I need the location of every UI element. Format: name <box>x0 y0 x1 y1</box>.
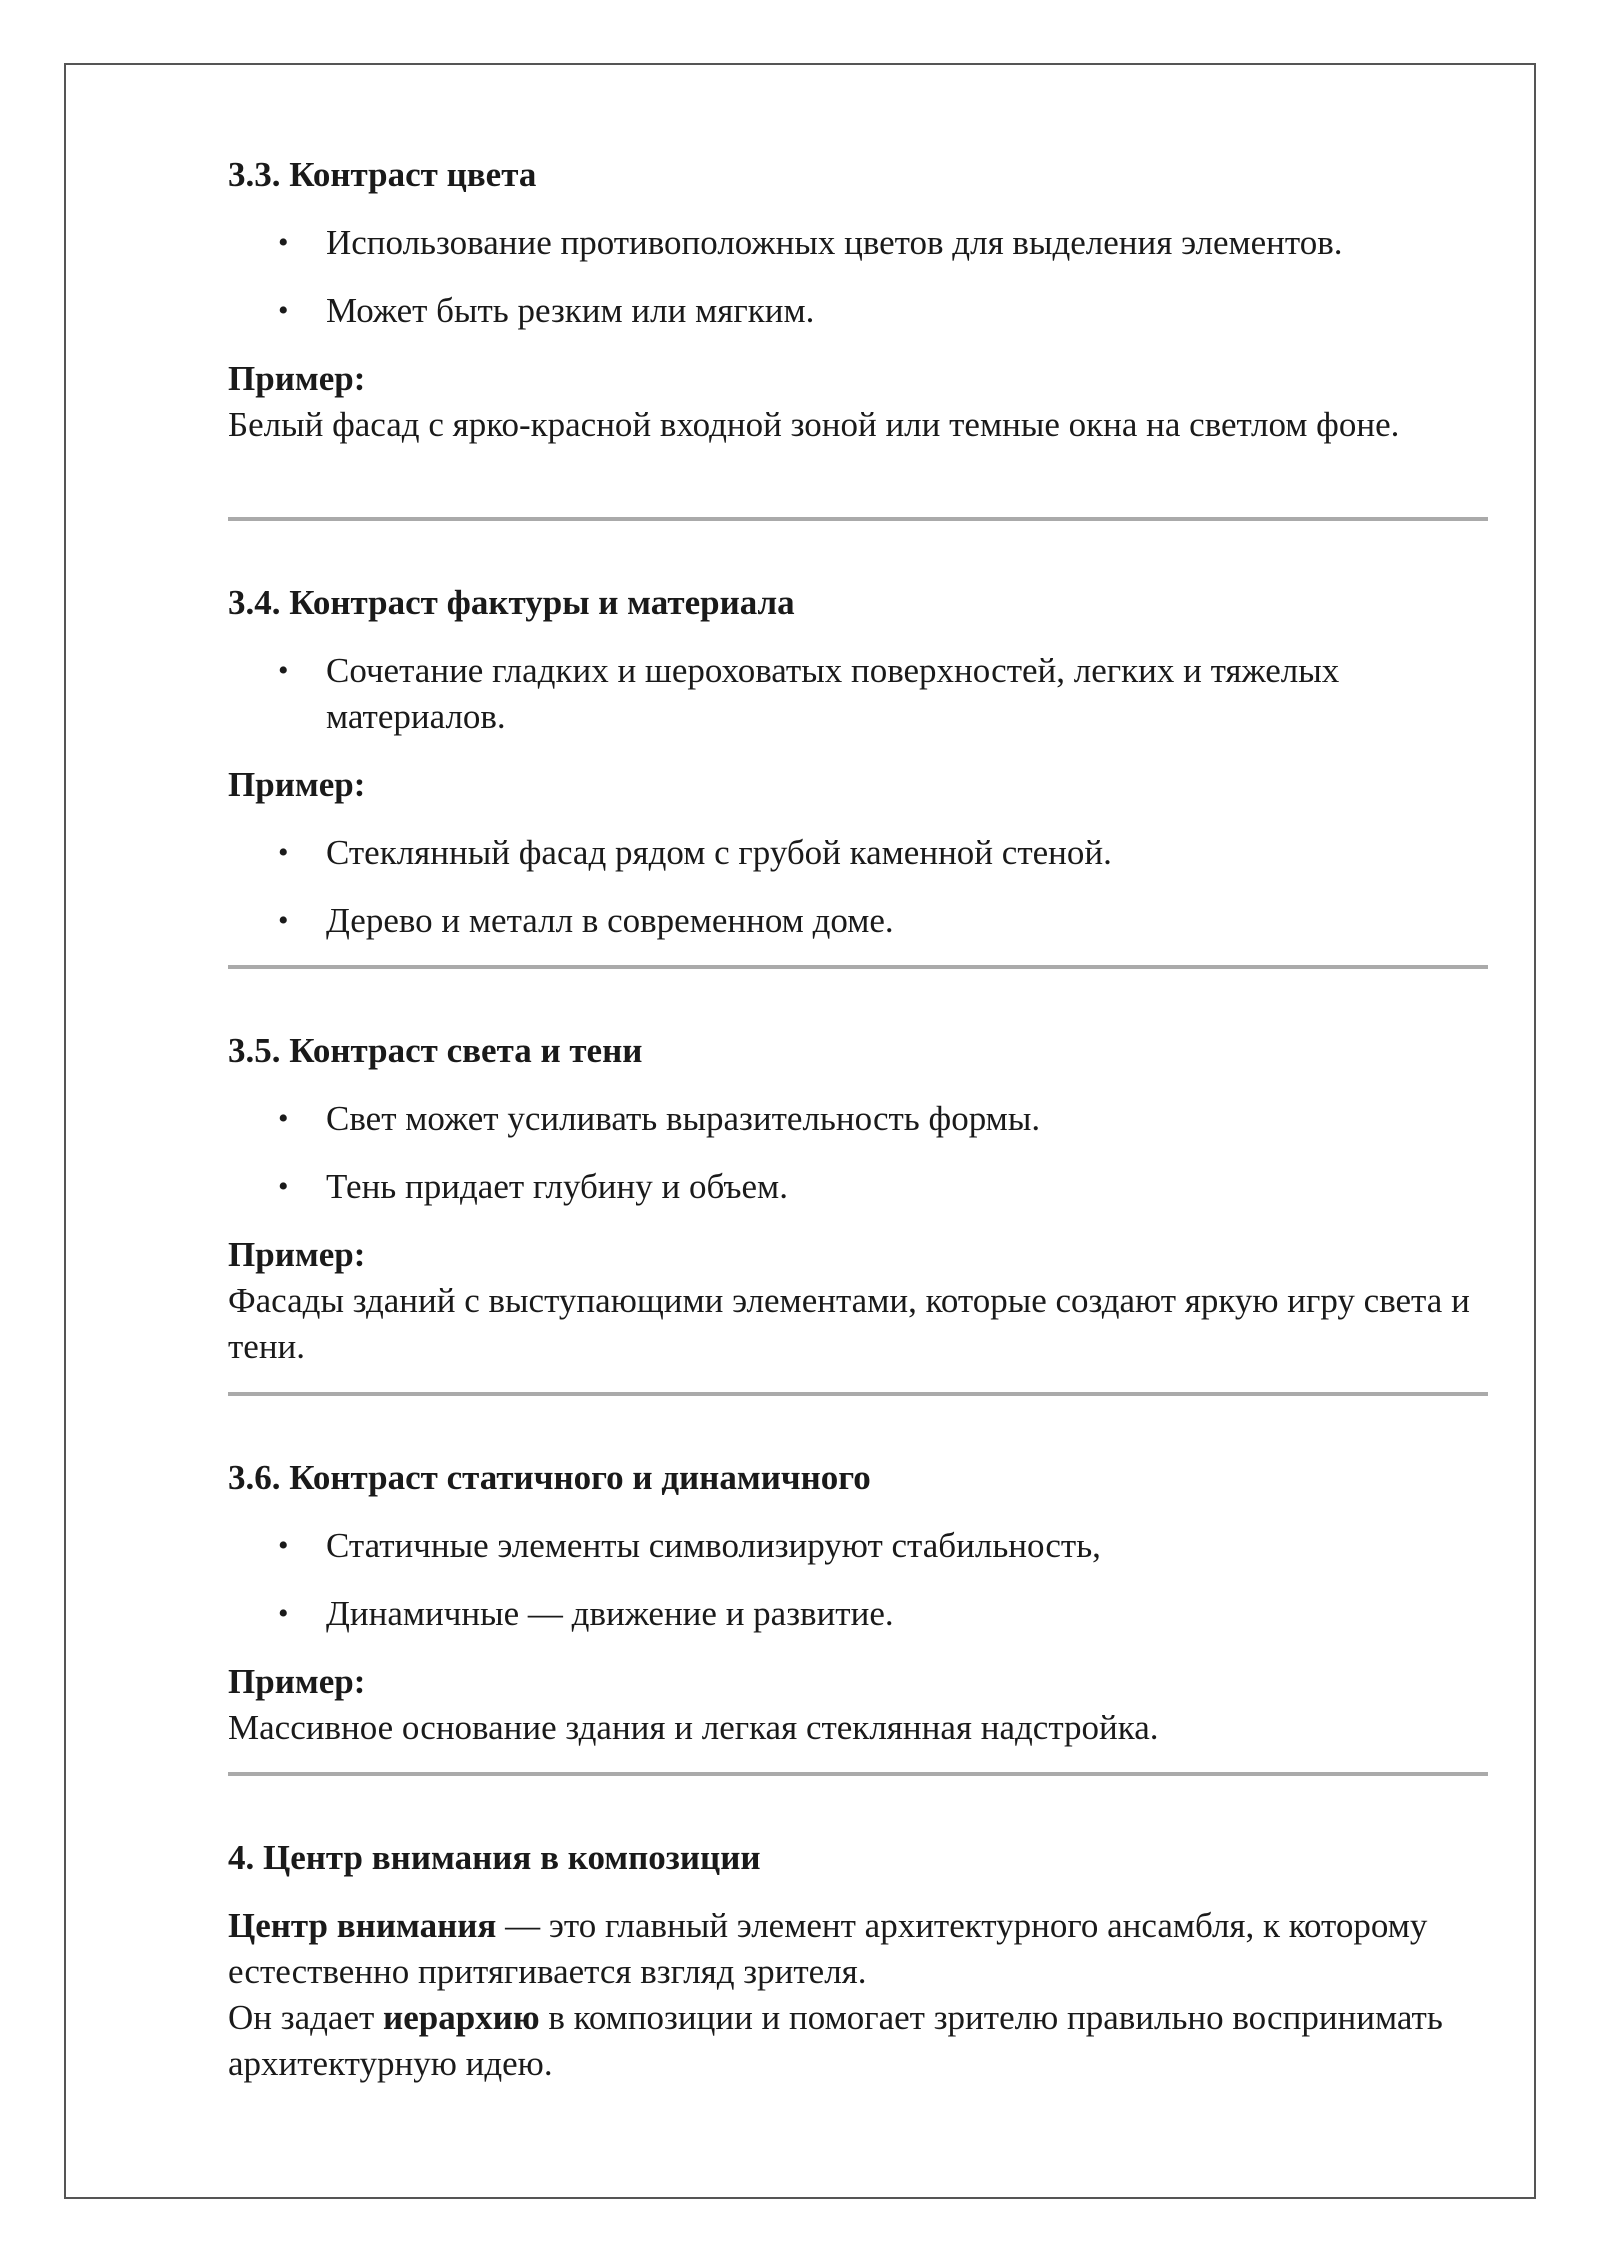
section-heading: 4. Центр внимания в композиции <box>228 1838 761 1877</box>
bullet-list <box>228 220 1488 334</box>
list-item-text: Сочетание гладких и шероховатых поверхностей, легких и тяжелых материалов. <box>326 651 1340 736</box>
section-4 <box>228 1835 1488 2087</box>
list-item-text: Может быть резким или мягким. <box>326 291 815 330</box>
example-label: Пример: <box>228 1235 366 1274</box>
list-item <box>228 288 1488 334</box>
section-divider <box>228 1772 1488 1776</box>
list-item-text: Дерево и металл в современном доме. <box>326 901 894 940</box>
paragraph-text: — это главный элемент архитектурного ансамбля, к которому естественно притягивается взгляд зрителя. <box>228 1906 1428 1991</box>
list-item-text: Тень придает глубину и объем. <box>326 1167 788 1206</box>
example-label: Пример: <box>228 765 366 804</box>
section-3-6 <box>228 1455 1488 1751</box>
list-item <box>228 1591 1488 1637</box>
section-divider <box>228 965 1488 969</box>
list-item <box>228 648 1488 740</box>
list-item-text: Свет может усиливать выразительность формы. <box>326 1099 1041 1138</box>
bullet-icon: • <box>278 1170 289 1203</box>
paragraph <box>228 1995 1488 2087</box>
list-item-text: Статичные элементы символизируют стабильность, <box>326 1526 1101 1565</box>
list-item <box>228 220 1488 266</box>
bullet-icon: • <box>278 1529 289 1562</box>
list-item <box>228 1096 1488 1142</box>
bullet-icon: • <box>278 1597 289 1630</box>
example-label: Пример: <box>228 1662 366 1701</box>
example-text: Фасады зданий с выступающими элементами, которые создают яркую игру света и тени. <box>228 1281 1470 1366</box>
section-heading: 3.6. Контраст статичного и динамичного <box>228 1458 871 1497</box>
list-item-text: Динамичные — движение и развитие. <box>326 1594 894 1633</box>
example-text: Белый фасад с ярко-красной входной зоной или темные окна на светлом фоне. <box>228 405 1400 444</box>
bullet-icon: • <box>278 294 289 327</box>
paragraph-text: Он задает <box>228 1998 384 2037</box>
section-divider <box>228 517 1488 521</box>
list-item <box>228 830 1488 876</box>
paragraph-text: в композиции и помогает зрителю правильно воспринимать архитектурную идею. <box>228 1998 1443 2083</box>
example-bullet-list <box>228 830 1488 944</box>
section-heading: 3.4. Контраст фактуры и материала <box>228 583 795 622</box>
bullet-icon: • <box>278 904 289 937</box>
bullet-icon: • <box>278 1102 289 1135</box>
bullet-list <box>228 1523 1488 1637</box>
example-label: Пример: <box>228 359 366 398</box>
bullet-icon: • <box>278 836 289 869</box>
bullet-icon: • <box>278 226 289 259</box>
section-3-3 <box>228 152 1488 448</box>
list-item-text: Использование противоположных цветов для выделения элементов. <box>326 223 1343 262</box>
bold-term: иерархию <box>383 1998 540 2037</box>
section-3-4 <box>228 580 1488 944</box>
bullet-list <box>228 648 1488 740</box>
list-item <box>228 898 1488 944</box>
bullet-list <box>228 1096 1488 1210</box>
list-item <box>228 1164 1488 1210</box>
paragraph <box>228 1903 1488 1995</box>
section-3-5 <box>228 1028 1488 1370</box>
list-item <box>228 1523 1488 1569</box>
bold-term: Центр внимания <box>228 1906 497 1945</box>
bullet-icon: • <box>278 654 289 687</box>
example-text: Массивное основание здания и легкая стеклянная надстройка. <box>228 1708 1159 1747</box>
list-item-text: Стеклянный фасад рядом с грубой каменной стеной. <box>326 833 1112 872</box>
section-divider <box>228 1392 1488 1396</box>
section-heading: 3.5. Контраст света и тени <box>228 1031 643 1070</box>
section-heading: 3.3. Контраст цвета <box>228 155 537 194</box>
